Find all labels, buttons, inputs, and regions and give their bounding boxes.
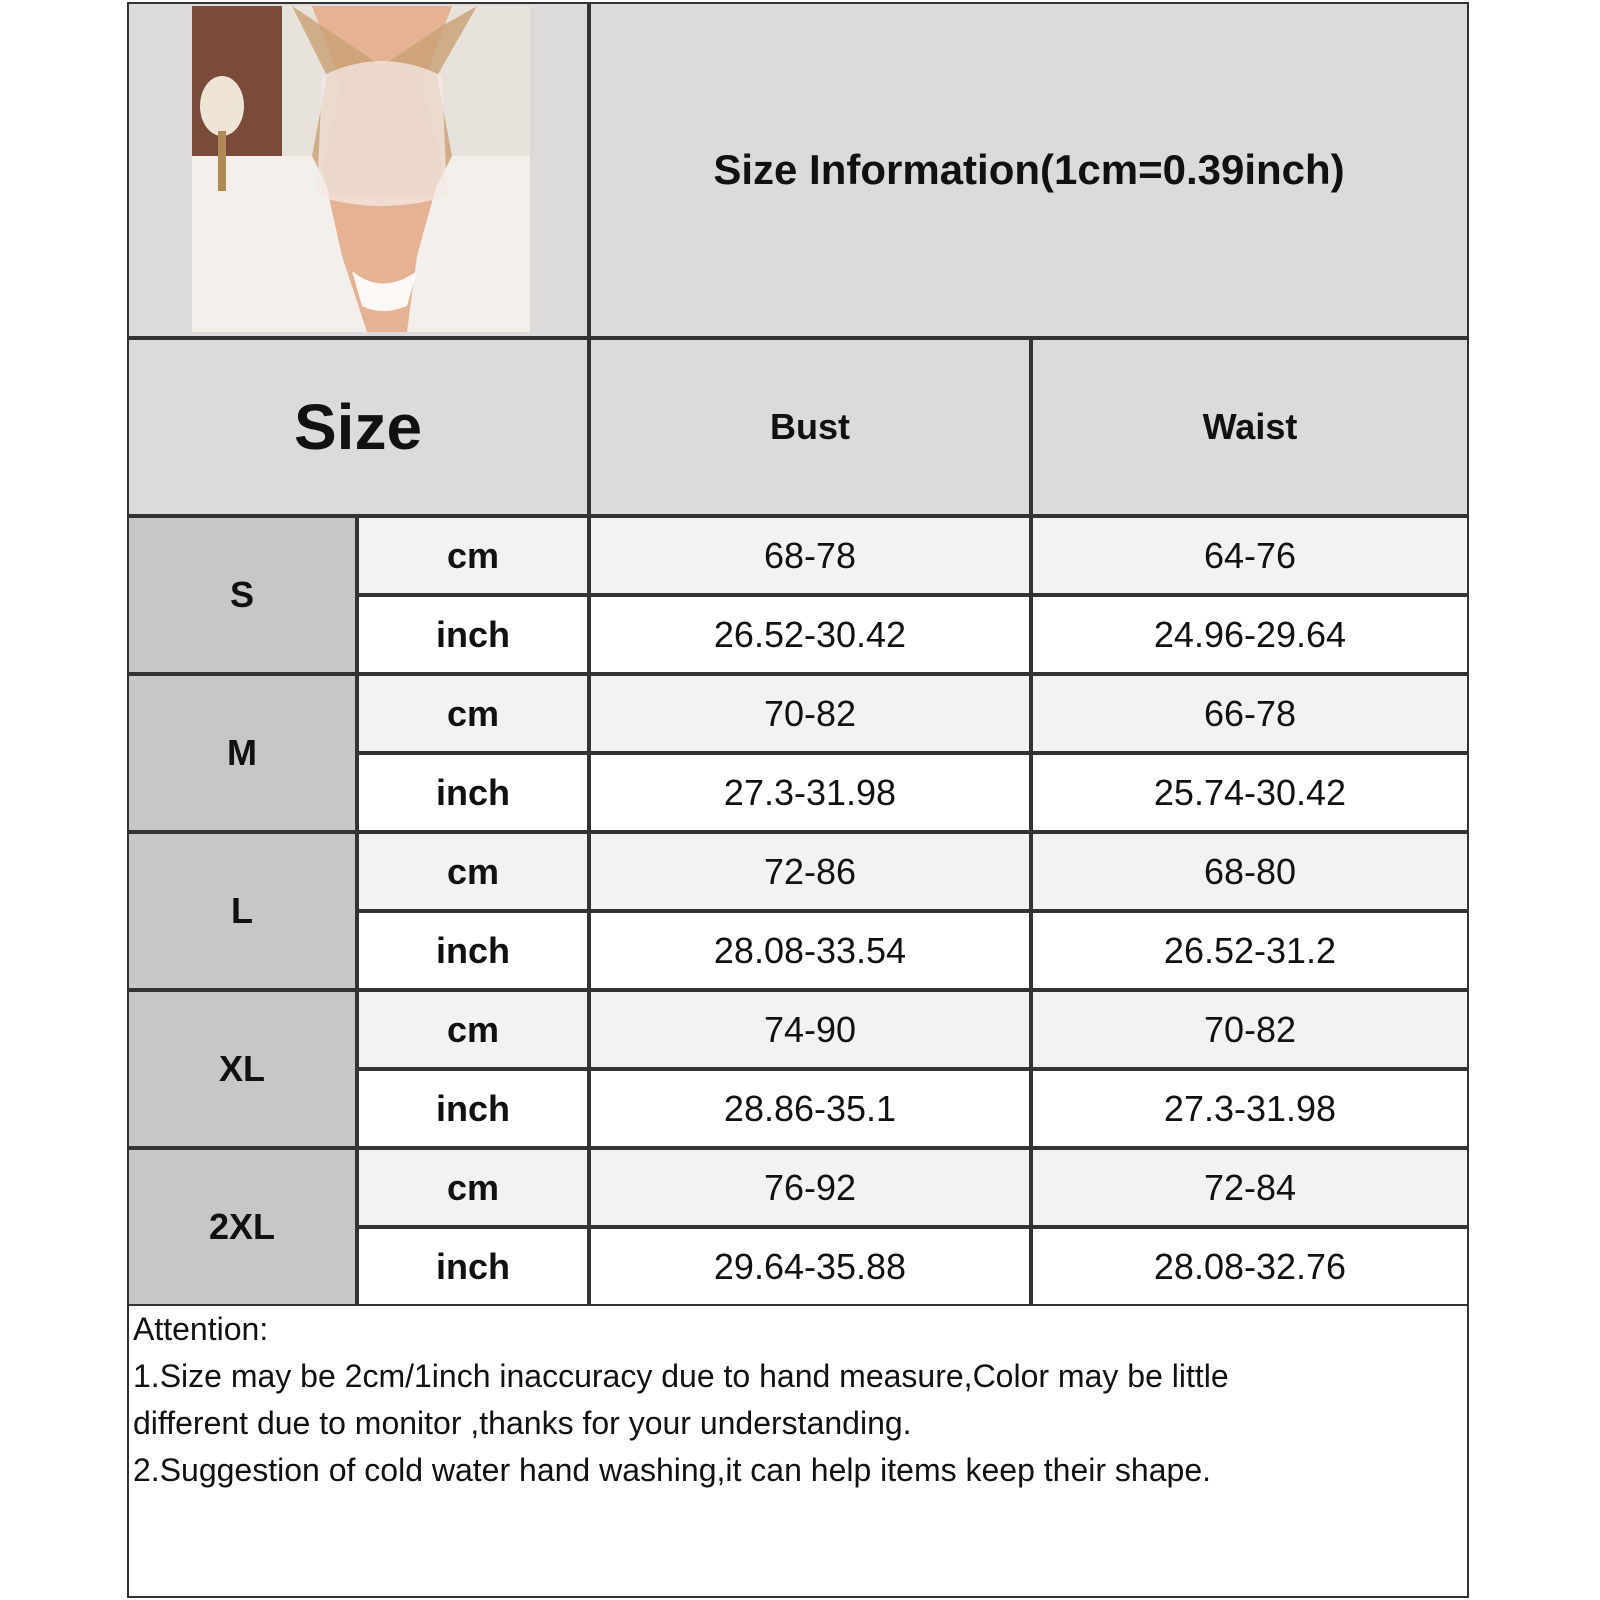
waist-value-cell	[1031, 1227, 1469, 1306]
size-label-cell	[127, 516, 357, 674]
size-label-cell	[127, 1148, 357, 1306]
waist-header: Waist	[1202, 406, 1298, 447]
waist-value-cell	[1031, 516, 1469, 595]
unit-inch: inch	[435, 1087, 510, 1129]
waist-inch-value: 24.96-29.64	[1153, 613, 1347, 655]
bust-inch-value: 28.86-35.1	[723, 1087, 897, 1129]
waist-cm-value: 66-78	[1203, 692, 1297, 734]
page-title: Size Information(1cm=0.39inch)	[713, 146, 1345, 193]
bust-header: Bust	[770, 406, 850, 447]
waist-header-cell	[1031, 338, 1469, 516]
bust-value-cell	[589, 911, 1031, 990]
waist-inch-value: 28.08-32.76	[1153, 1245, 1347, 1287]
unit-inch: inch	[435, 1245, 510, 1287]
bust-value-cell	[589, 674, 1031, 753]
size-label: XL	[218, 1048, 265, 1089]
waist-value-cell	[1031, 911, 1469, 990]
notes-line: 2.Suggestion of cold water hand washing,it can help items keep their shape.	[133, 1452, 1211, 1488]
waist-value-cell	[1031, 595, 1469, 674]
unit-cm: cm	[446, 1166, 500, 1208]
waist-cm-value: 72-84	[1203, 1166, 1297, 1208]
bust-inch-value: 26.52-30.42	[713, 613, 907, 655]
size-label-cell	[127, 674, 357, 832]
waist-value-cell	[1031, 753, 1469, 832]
notes-line: 1.Size may be 2cm/1inch inaccuracy due to hand measure,Color may be little	[133, 1358, 1229, 1394]
size-label-cell	[127, 990, 357, 1148]
size-label: L	[231, 890, 253, 931]
unit-cell	[357, 990, 589, 1069]
unit-cell	[357, 516, 589, 595]
bust-inch-value: 27.3-31.98	[723, 771, 897, 813]
bust-inch-value: 28.08-33.54	[713, 929, 907, 971]
size-label-cell	[127, 832, 357, 990]
bust-inch-value: 29.64-35.88	[713, 1245, 907, 1287]
waist-value-cell	[1031, 832, 1469, 911]
waist-value-cell	[1031, 990, 1469, 1069]
bust-cm-value: 68-78	[763, 534, 857, 576]
attention-notes	[133, 1306, 1453, 1494]
size-label: 2XL	[208, 1206, 276, 1247]
unit-cm: cm	[446, 692, 500, 734]
size-label: M	[227, 732, 257, 773]
size-label: S	[229, 574, 254, 615]
waist-value-cell	[1031, 674, 1469, 753]
unit-cm: cm	[446, 534, 500, 576]
bust-value-cell	[589, 1148, 1031, 1227]
waist-inch-value: 27.3-31.98	[1163, 1087, 1337, 1129]
unit-cell	[357, 1227, 589, 1306]
waist-value-cell	[1031, 1148, 1469, 1227]
unit-cell	[357, 595, 589, 674]
unit-cm: cm	[446, 1008, 500, 1050]
bust-value-cell	[589, 516, 1031, 595]
bust-value-cell	[589, 990, 1031, 1069]
notes-heading: Attention:	[133, 1311, 269, 1347]
bust-value-cell	[589, 753, 1031, 832]
bust-cm-value: 70-82	[763, 692, 857, 734]
unit-cell	[357, 832, 589, 911]
unit-inch: inch	[435, 613, 510, 655]
size-header-cell	[127, 338, 589, 516]
unit-cm: cm	[446, 850, 500, 892]
bust-header-cell	[589, 338, 1031, 516]
bust-cm-value: 72-86	[763, 850, 857, 892]
waist-cm-value: 64-76	[1203, 534, 1297, 576]
waist-cm-value: 68-80	[1203, 850, 1297, 892]
unit-inch: inch	[435, 771, 510, 813]
unit-cell	[357, 911, 589, 990]
unit-cell	[357, 674, 589, 753]
unit-cell	[357, 1148, 589, 1227]
bust-value-cell	[589, 1227, 1031, 1306]
title-cell	[589, 2, 1469, 338]
unit-cell	[357, 753, 589, 832]
unit-inch: inch	[435, 929, 510, 971]
waist-value-cell	[1031, 1069, 1469, 1148]
waist-inch-value: 25.74-30.42	[1153, 771, 1347, 813]
bust-value-cell	[589, 1069, 1031, 1148]
waist-inch-value: 26.52-31.2	[1163, 929, 1337, 971]
size-header: Size	[293, 391, 423, 463]
bust-value-cell	[589, 832, 1031, 911]
product-photo	[192, 6, 530, 332]
notes-line: different due to monitor ,thanks for your understanding.	[133, 1405, 912, 1441]
bust-cm-value: 74-90	[763, 1008, 857, 1050]
bust-cm-value: 76-92	[763, 1166, 857, 1208]
waist-cm-value: 70-82	[1203, 1008, 1297, 1050]
bust-value-cell	[589, 595, 1031, 674]
unit-cell	[357, 1069, 589, 1148]
